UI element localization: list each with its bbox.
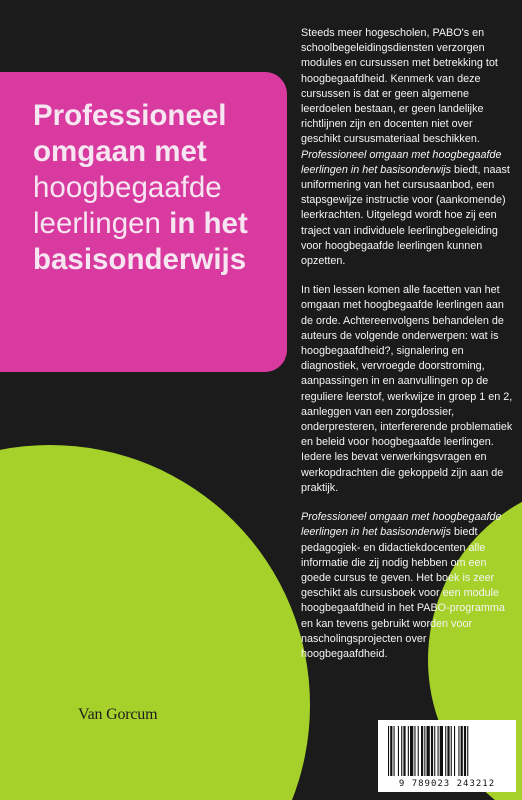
blurb-p1-start: Steeds meer hogescholen, PABO's en schoolbegeleidingsdiensten verzorgen modules en cursussen met betrekking tot hoogbegaafdheid. Kenmerk van deze cursussen is dat er geen algemene leerdoelen bestaan, er geen landelijke richtlijnen zijn en docenten niet over geschikt cursusmateriaal beschikken. (301, 27, 498, 146)
publisher-logo: Van Gorcum (78, 706, 158, 723)
barcode-bars (388, 726, 506, 776)
title-line-2: omgaan met (33, 135, 207, 168)
blurb-paragraph-3 (301, 510, 514, 662)
title-line-5: basisonderwijs (33, 243, 247, 276)
blurb-p1-end: biedt, naast uniformering van het cursusaanbod, een stapsgewijze instructie voor (aankomende) leerkrachten. Uitgelegd wordt hoe zij een traject van individuele leerlingbegeleiding voor hoogbegaafde leerlingen kunnen opzetten. (301, 163, 510, 268)
isbn-barcode (378, 720, 516, 792)
title-line-3: hoogbegaafde (33, 171, 222, 204)
barcode-digits: 9 789023 243212 (398, 779, 496, 789)
book-title (33, 98, 283, 278)
title-line-4-bold: in het (169, 207, 248, 240)
title-box (0, 72, 287, 372)
blurb-paragraph-2: In tien lessen komen alle facetten van het omgaan met hoogbegaafde leerlingen aan de orde. Achtereenvolgens behandelen de auteurs de volgende onderwerpen: wat is hoogbegaafdheid?, signalering en diagnostiek, vervroegde doorstroming, aanpassingen in en aanvullingen op de reguliere leerstof, werkwijze in groep 1 en 2, aanleggen van een zorgdossier, onderpresteren, interfererende problematiek en beleid voor hoogbegaafde leerlingen. Iedere les bevat verwerkingsvragen en werkopdrachten die gekoppeld zijn aan de praktijk. (301, 284, 513, 494)
blurb-p3-end: biedt pedagogiek- en didactiekdocenten alle informatie die zij nodig hebben om een goede cursus te geven. Het boek is zeer geschikt als cursusboek voor een module hoogbegaafdheid in het PABO-programma en kan tevens gebruikt worden voor nascholingsprojecten over hoogbegaafdheid. (301, 526, 505, 660)
blurb (301, 26, 514, 676)
blurb-p1-book-title: Professioneel omgaan met hoogbegaafde leerlingen in het basisonderwijs (301, 148, 502, 176)
blurb-p3-book-title: Professioneel omgaan met hoogbegaafde leerlingen in het basisonderwijs (301, 511, 502, 539)
title-line-1: Professioneel (33, 99, 227, 132)
title-line-4-light: leerlingen (33, 207, 170, 240)
title-line-4 (33, 206, 283, 242)
green-circle-left (0, 445, 310, 800)
blurb-paragraph-1 (301, 26, 514, 269)
